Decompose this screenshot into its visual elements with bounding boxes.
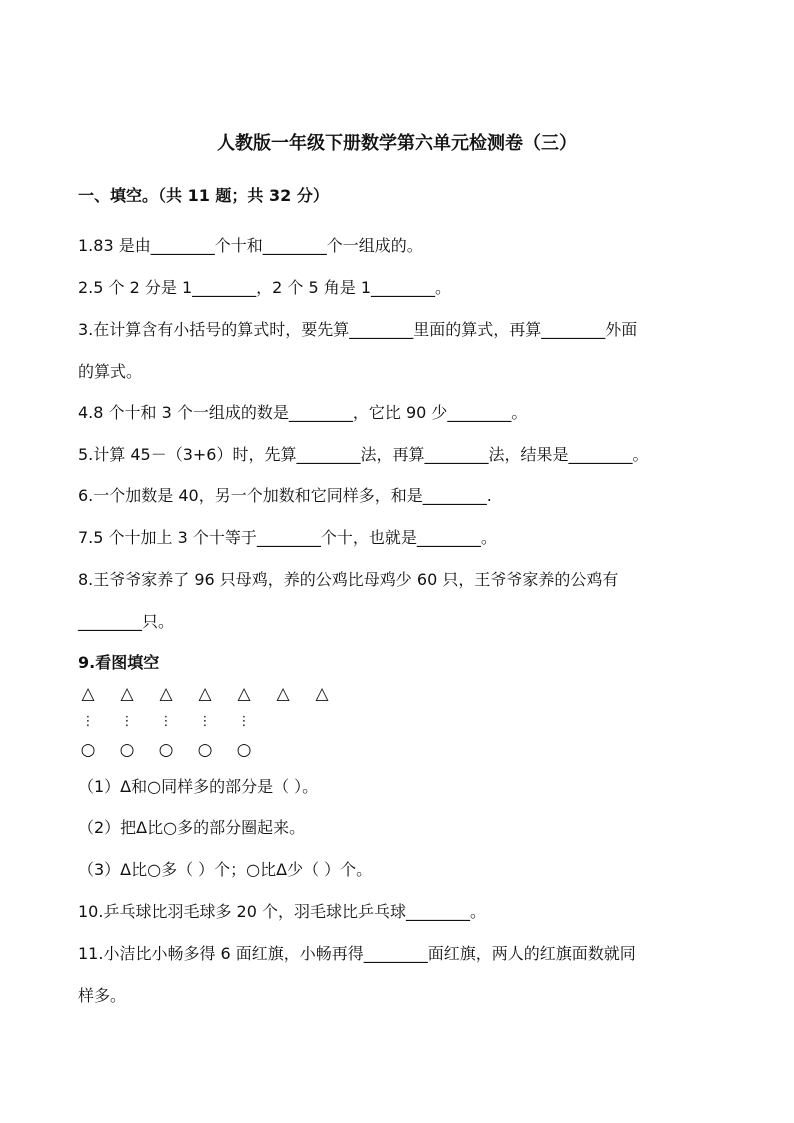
question-11-cont: 样多。 xyxy=(78,986,127,1005)
question-10: 10.乒乓球比羽毛球多 20 个，羽毛球比乒乓球________。 xyxy=(78,902,486,921)
triangle-row xyxy=(78,684,378,704)
section-header: 一、填空。（共 11 题；共 32 分） xyxy=(78,186,329,205)
dotted-line-icon: ⋮ xyxy=(81,714,95,729)
question-3: 3.在计算含有小括号的算式时，要先算________里面的算式，再算________外面 xyxy=(78,320,638,339)
circle-icon: ○ xyxy=(197,740,213,760)
circle-row xyxy=(78,740,378,760)
triangle-icon: △ xyxy=(276,684,290,704)
circle-icon: ○ xyxy=(158,740,174,760)
question-4: 4.8 个十和 3 个一组成的数是________，它比 90 少________。 xyxy=(78,403,528,422)
triangle-icon: △ xyxy=(81,684,95,704)
question-1: 1.83 是由________个十和________个一组成的。 xyxy=(78,236,423,255)
triangle-icon: △ xyxy=(120,684,134,704)
triangle-icon: △ xyxy=(237,684,251,704)
page-title: 人教版一年级下册数学第六单元检测卷（三） xyxy=(217,133,577,154)
question-9-part-1: （1）Δ和○同样多的部分是（ ）。 xyxy=(78,777,319,796)
circle-icon: ○ xyxy=(80,740,96,760)
question-9: 9.看图填空 xyxy=(78,653,160,672)
circle-icon: ○ xyxy=(119,740,135,760)
question-9-part-3: （3）Δ比○多（ ）个；○比Δ少（ ）个。 xyxy=(78,860,373,879)
dotted-line-icon: ⋮ xyxy=(159,714,173,729)
dotted-connector-row xyxy=(78,712,378,732)
question-9-part-2: （2）把Δ比○多的部分圈起来。 xyxy=(78,818,306,837)
question-8: 8.王爷爷家养了 96 只母鸡，养的公鸡比母鸡少 60 只，王爷爷家养的公鸡有 xyxy=(78,570,619,589)
dotted-line-icon: ⋮ xyxy=(120,714,134,729)
question-7: 7.5 个十加上 3 个十等于________个十，也就是________。 xyxy=(78,528,497,547)
dotted-line-icon: ⋮ xyxy=(198,714,212,729)
dotted-line-icon: ⋮ xyxy=(237,714,251,729)
question-8-cont: ________只。 xyxy=(78,612,175,631)
question-3-cont: 的算式。 xyxy=(78,362,143,381)
question-5: 5.计算 45－（3+6）时，先算________法，再算________法，结果是________。 xyxy=(78,445,649,464)
triangle-icon: △ xyxy=(159,684,173,704)
question-6: 6.一个加数是 40，另一个加数和它同样多，和是________. xyxy=(78,486,492,505)
circle-icon: ○ xyxy=(236,740,252,760)
question-11: 11.小洁比小畅多得 6 面红旗，小畅再得________面红旗，两人的红旗面数就同 xyxy=(78,944,636,963)
question-2: 2.5 个 2 分是 1________，2 个 5 角是 1________。 xyxy=(78,278,452,297)
triangle-icon: △ xyxy=(315,684,329,704)
triangle-icon: △ xyxy=(198,684,212,704)
